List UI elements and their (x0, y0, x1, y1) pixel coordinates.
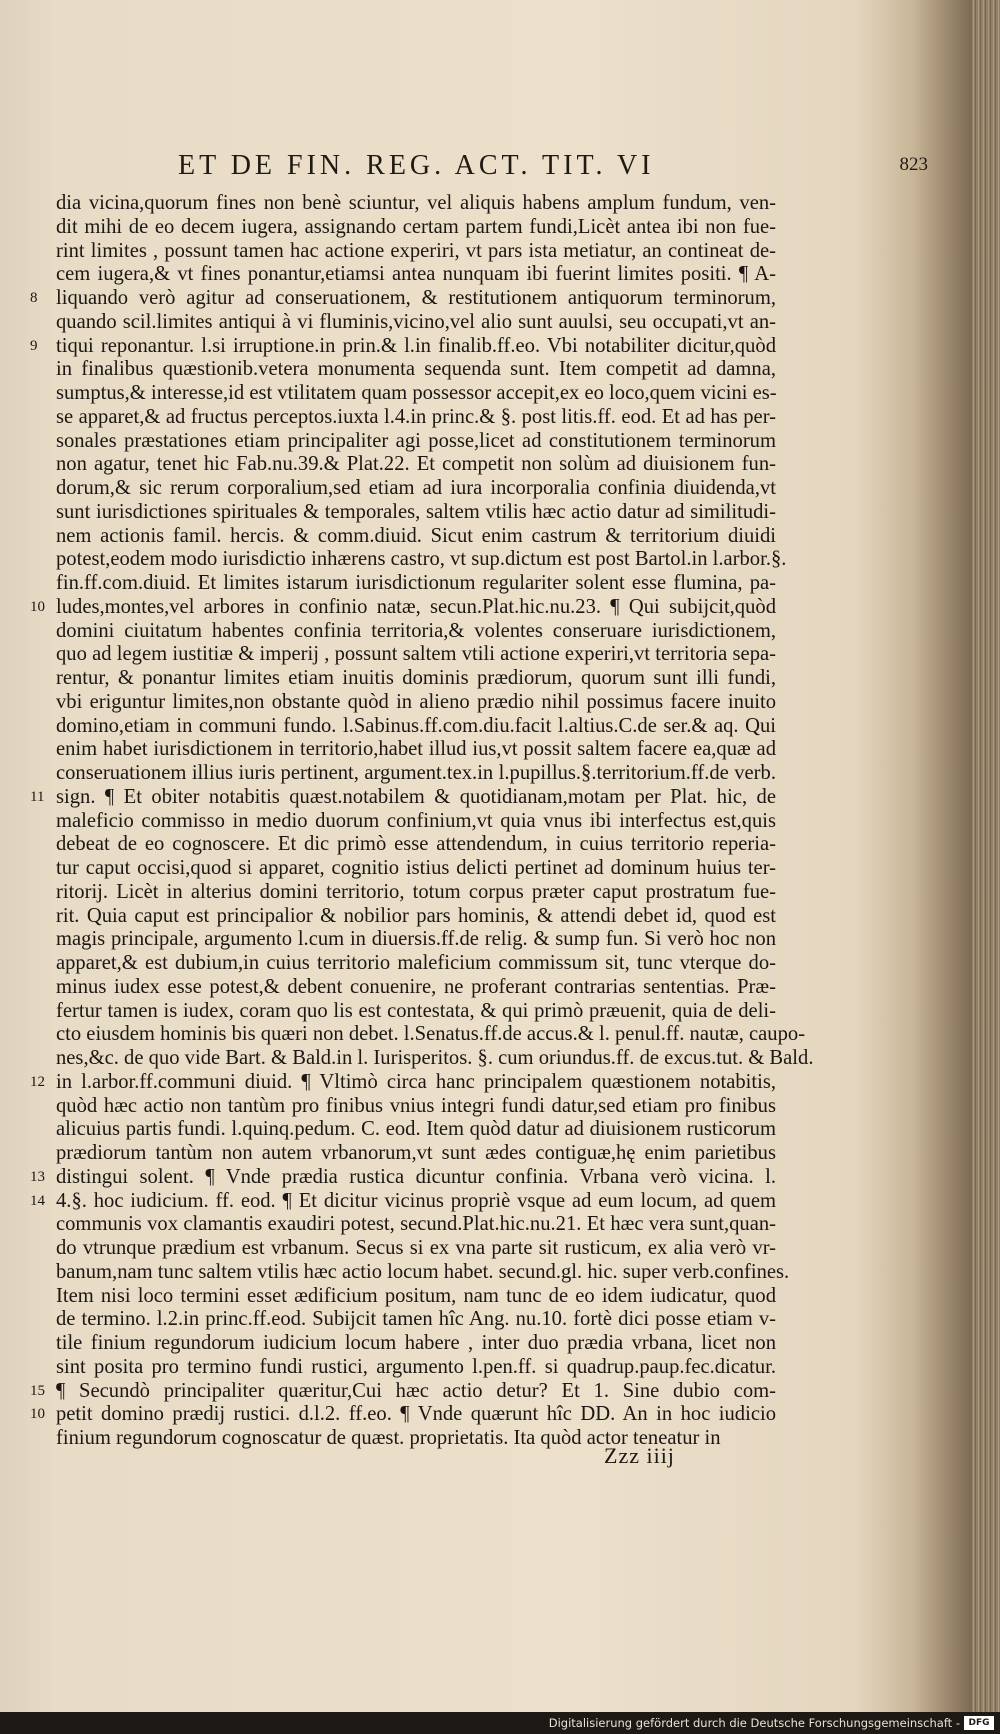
line-text: in finalibus quæstionib.vetera monumenta sequenda sunt. Item competit ad damna, (56, 358, 776, 381)
margin-number: 10 (30, 1406, 45, 1423)
text-line (56, 1095, 776, 1119)
line-text: tur caput occisi,quod si apparet, cognitio istius delicti pertinet ad dominum huius ter- (56, 857, 776, 879)
text-line (56, 738, 776, 762)
line-text: apparet,& est dubium,in cuius territorio maleficium commissum sit, tunc vterque do- (56, 952, 776, 974)
text-line (56, 572, 776, 596)
line-text: prædiorum tantùm non autem vrbanorum,vt sunt ædes contiguæ,hę enim parietibus (56, 1142, 776, 1164)
text-line (56, 857, 776, 881)
line-text: minus iudex esse potest,& debent conuenire, ne proferant contrarias sententias. Præ- (56, 975, 776, 998)
line-text: ludes,montes,vel arbores in confinio natæ, secun.Plat.hic.nu.23. ¶ Qui subijcit,quòd (56, 595, 776, 618)
line-text: 4.§. hoc iudicium. ff. eod. ¶ Et dicitur vicinus propriè vsque ad eum locum, ad quem (56, 1189, 776, 1212)
text-line (56, 1237, 776, 1261)
line-text: fin.ff.com.diuid. Et limites istarum iurisdictionum regulariter solent esse flumina, pa- (56, 572, 776, 594)
text-line (56, 382, 776, 406)
text-line (56, 1142, 776, 1166)
text-line (56, 1356, 776, 1380)
text-line (30, 334, 776, 359)
line-text: rint limites , possunt tamen hac actione experiri, vt pars ista metiatur, an contineat de- (56, 239, 776, 262)
text-line (56, 1000, 776, 1024)
margin-number: 14 (30, 1192, 45, 1209)
text-line (30, 1379, 776, 1404)
line-text: enim habet iurisdictionem in territorio,habet illud ius,vt possit saltem facere ea,quæ ad (56, 738, 776, 761)
text-line (30, 1165, 776, 1190)
line-text: alicuius partis fundi. l.quinq.pedum. C. eod. Item quòd datur ad diuisionem rusticorum (56, 1118, 776, 1141)
text-line (56, 406, 776, 430)
text-line (56, 976, 776, 1000)
line-text: sonales præstationes etiam principaliter agi posse,licet ad constitutionem terminorum (56, 429, 776, 452)
margin-number: 15 (30, 1382, 45, 1399)
text-line (56, 216, 776, 240)
text-line (56, 240, 776, 264)
line-text: conseruationem illius iuris pertinent, argument.tex.in l.pupillus.§.territorium.ff.de verb. (56, 762, 776, 784)
page-edges (972, 0, 1000, 1712)
line-text: domini ciuitatum habentes confinia territoria,& volentes conseruare iurisdictionem, (56, 619, 776, 642)
text-line (30, 287, 776, 311)
line-text: ritorij. Licèt in alterius domini territorio, totum corpus præter caput prostratum fue- (56, 880, 776, 903)
line-text: quo ad legem iustitiæ & imperij , possunt saltem vtili actione experiri,vt territoria sepa- (56, 643, 776, 666)
line-text: sumptus,& interesse,id est vtilitatem quam possessor accepit,ex eo loco,quem vicini es- (56, 382, 777, 404)
line-text: domino,etiam in communi fundo. l.Sabinus.ff.com.diu.facit l.altius.C.de ser.& aq. Qui (56, 714, 776, 737)
line-text: cem iugera,& vt fines ponantur,etiamsi antea nunquam ibi fuerint limites positi. ¶ A- (56, 263, 776, 286)
text-line (56, 1308, 776, 1332)
text-line (56, 1213, 776, 1237)
text-line (30, 785, 776, 810)
footer-bar (0, 1712, 1000, 1734)
line-text: communis vox clamantis exaudiri potest, secund.Plat.hic.nu.21. Et hæc vera sunt,quan- (56, 1213, 776, 1236)
line-text: ¶ Secundò principaliter quæritur,Cui hæc actio detur? Et 1. Sine dubio com- (56, 1379, 776, 1402)
margin-number: 13 (30, 1168, 45, 1185)
text-line (56, 430, 776, 454)
text-line (30, 1189, 776, 1214)
line-text: tile finium regundorum iudicium locum habere , inter duo prædia vrbana, licet non (56, 1332, 776, 1354)
page-header (168, 150, 928, 184)
text-line (56, 358, 776, 382)
text-line (56, 1285, 776, 1309)
line-text: nes,&c. de quo vide Bart. & Bald.in l. Iurisperitos. §. cum oriundus.ff. de excus.tut. & Bald. (56, 1047, 814, 1069)
text-line (56, 1023, 806, 1047)
line-text: banum,nam tunc saltem vtilis hæc actio locum habet. secund.gl. hic. super verb.confines. (56, 1260, 790, 1283)
line-text: distingui solent. ¶ Vnde prædia rustica dicuntur confinia. Vrbana verò vicina. l. (56, 1165, 776, 1188)
text-line (56, 263, 776, 287)
main-text (30, 192, 814, 1451)
line-text: Item nisi loco termini esset ædificium positum, nam tunc de eo idem iudicatur, quod (56, 1284, 776, 1307)
line-text: non agatur, tenet hic Fab.nu.39.& Plat.22. Et competit non solùm ad diuisionem fun- (56, 453, 776, 476)
dfg-logo: DFG (964, 1716, 994, 1730)
line-text: finium regundorum cognoscatur de quæst. proprietatis. Ita quòd actor teneatur in (56, 1427, 721, 1449)
line-text: do vtrunque prædium est vrbanum. Secus si ex vna parte sit rusticum, ex alia verò vr- (56, 1237, 776, 1259)
text-line (30, 595, 776, 620)
text-line (56, 192, 776, 216)
line-text: cto eiusdem hominis bis quæri non debet. l.Senatus.ff.de accus.& l. penul.ff. nautæ, caupo- (56, 1023, 806, 1046)
line-text: sunt iurisdictiones spirituales & temporales, saltem vtilis hæc actio datur ad similitudi- (56, 500, 776, 523)
signature-mark: Zzz iiij (604, 1443, 675, 1468)
text-line (56, 477, 776, 501)
text-line (56, 952, 776, 976)
text-line (56, 501, 776, 525)
text-line (56, 833, 776, 857)
line-text: petit domino prædij rustici. d.l.2. ff.eo. ¶ Vnde quærunt hîc DD. An in hoc iudicio (56, 1403, 776, 1426)
line-text: liquando verò agitur ad conseruationem, & restitutionem antiquorum terminorum, (56, 287, 776, 309)
line-text: dia vicina,quorum fines non benè sciuntur, vel aliquis habens amplum fundum, ven- (56, 192, 776, 214)
text-line (56, 525, 776, 549)
text-line (56, 905, 776, 929)
margin-number: 12 (30, 1073, 45, 1090)
line-text: in l.arbor.ff.communi diuid. ¶ Vltimò circa hanc principalem quæstionem notabitis, (56, 1070, 776, 1093)
text-line (56, 928, 776, 952)
text-line (56, 643, 776, 667)
line-text: dit mihi de eo decem iugera, assignando certam partem fundi,Licèt antea ibi non fue- (56, 215, 776, 238)
line-text: rit. Quia caput est principalior & nobilior pars hominis, & attendi debet id, quod est (56, 904, 776, 927)
line-text: fertur tamen is iudex, coram quo lis est contestata, & qui primò præuenit, quia de deli- (56, 999, 776, 1022)
text-line (56, 453, 776, 477)
line-text: se apparet,& ad fructus perceptos.iuxta l.4.in princ.& §. post litis.ff. eod. Et ad has per- (56, 405, 776, 428)
text-line (30, 1070, 776, 1095)
page-number: 823 (899, 154, 928, 175)
line-text: debeat de eo cognoscere. Et dic primò esse attendendum, in cuius territorio reperia- (56, 833, 776, 856)
text-line (56, 548, 787, 572)
text-line (56, 1118, 776, 1142)
text-line (56, 762, 776, 786)
text-line (56, 311, 776, 335)
text-line (56, 1332, 776, 1356)
text-line (56, 691, 776, 715)
line-text: quòd hæc actio non tantùm pro finibus vnius integri fundi datur,sed etiam pro finibus (56, 1094, 776, 1117)
text-line (56, 881, 776, 905)
running-head: ET DE FIN. REG. ACT. TIT. VI (178, 150, 655, 181)
line-text: sint posita pro termino fundi rustici, argumento l.pen.ff. si quadrup.paup.fec.dicatur. (56, 1355, 776, 1378)
line-text: potest,eodem modo iurisdictio inhærens castro, vt sup.dictum est post Bartol.in l.arbor.§. (56, 548, 787, 571)
line-text: maleficio commisso in medio duorum confinium,vt quia vnus ibi interfectus est,quis (56, 809, 776, 832)
text-line (56, 1260, 790, 1285)
line-text: vbi eriguntur limites,non obstante quòd in alieno prædio nihil possimus facere inuito (56, 690, 776, 713)
line-text: rentur, & ponantur limites etiam inuitis dominis prædiorum, quorum sunt illi fundi, (56, 667, 776, 689)
line-text: sign. ¶ Et obiter notabitis quæst.notabilem & quotidianam,motam per Plat. hic, de (56, 785, 776, 808)
funding-notice: Digitalisierung gefördert durch die Deutsche Forschungsgemeinschaft - (548, 1716, 960, 1730)
text-line (56, 810, 776, 834)
margin-number: 10 (30, 598, 45, 615)
margin-number: 8 (30, 290, 38, 306)
margin-number: 9 (30, 337, 38, 354)
line-text: de termino. l.2.in princ.ff.eod. Subijcit tamen hîc Ang. nu.10. fortè dici posse etiam v- (56, 1308, 776, 1331)
line-text: nem actionis famil. hercis. & comm.diuid. Sicut enim castrum & territorium diuidi (56, 524, 776, 547)
margin-number: 11 (30, 788, 45, 805)
line-text: dorum,& sic rerum corporalium,sed etiam ad iura incorporalia confinia diuidenda,vt (56, 477, 776, 499)
text-line (56, 667, 776, 691)
text-line (56, 1047, 814, 1071)
line-text: quando scil.limites antiqui à vi fluminis,vicino,vel alio sunt auulsi, seu occupati,vt an- (56, 310, 776, 333)
text-line (56, 715, 776, 739)
line-text: tiqui reponantur. l.si irruptione.in prin.& l.in finalib.ff.eo. Vbi notabiliter dicitur,quòd (56, 334, 776, 357)
line-text: magis principale, argumento l.cum in diuersis.ff.de relig. & sump fun. Si verò hoc non (56, 928, 776, 951)
text-line (30, 1403, 776, 1427)
text-line (56, 620, 776, 644)
